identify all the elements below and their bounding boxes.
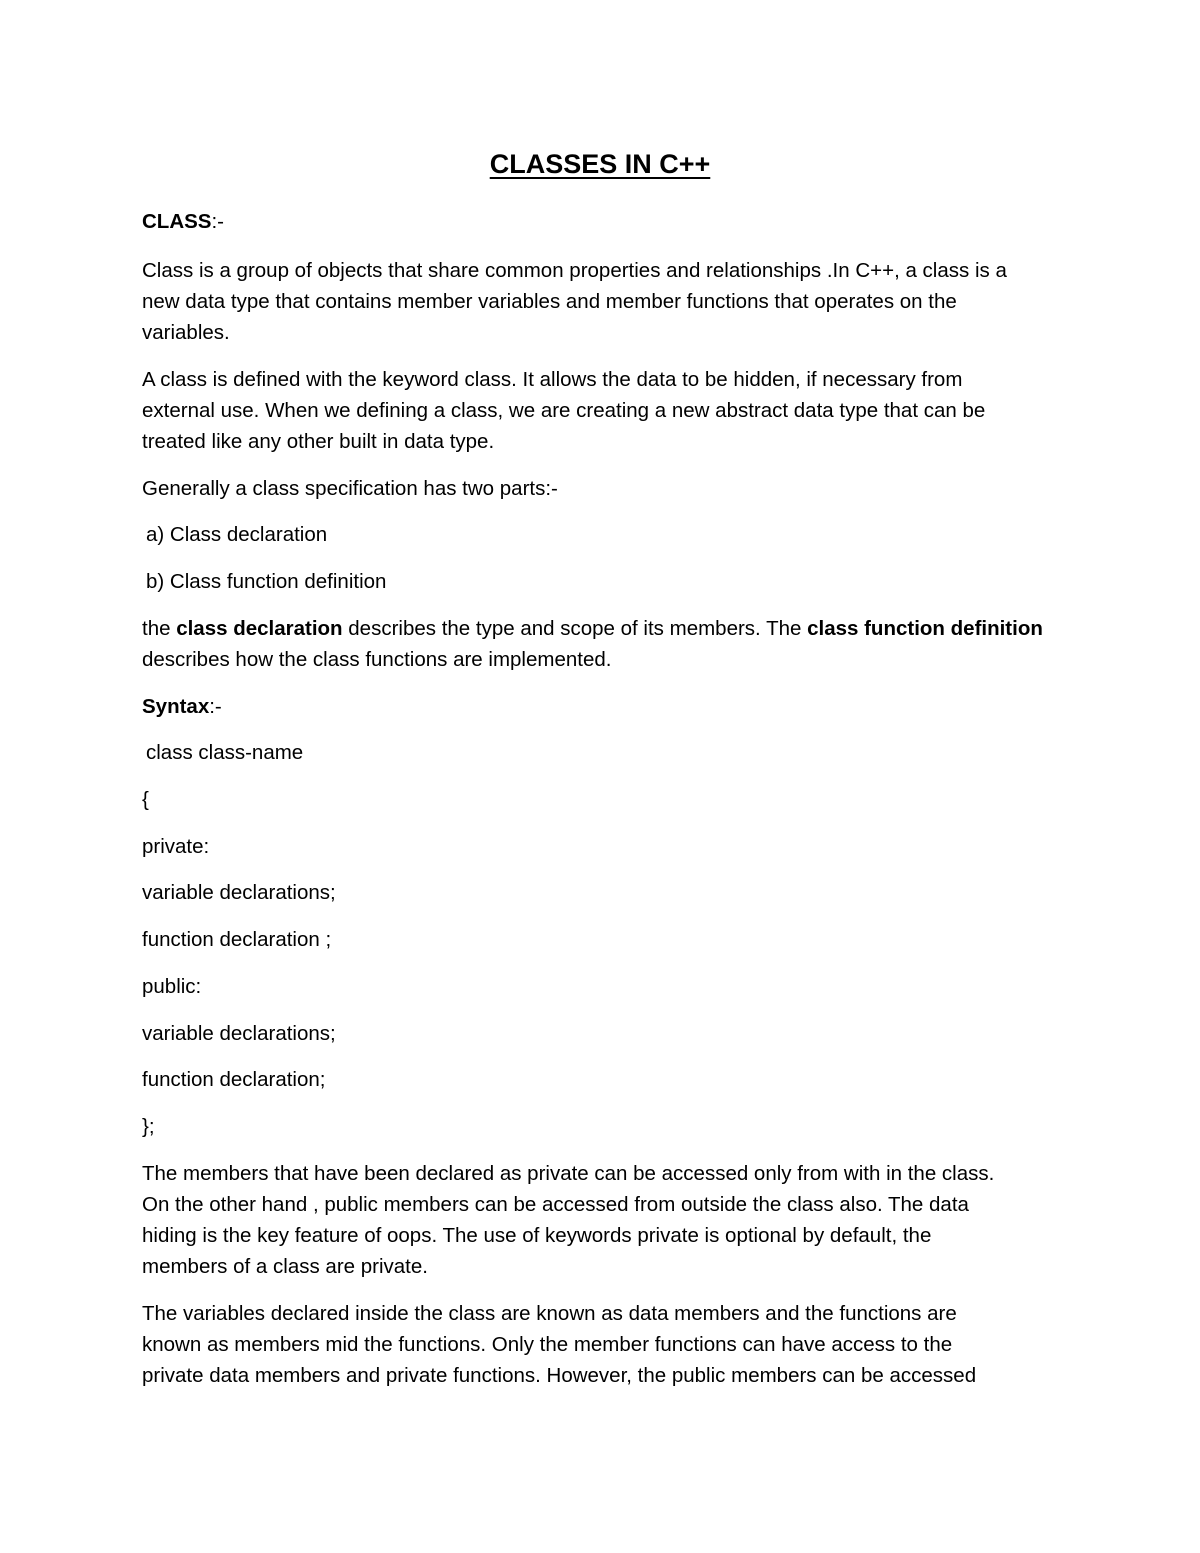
para3-bold2: class function definition — [807, 617, 1043, 640]
class-heading-label: CLASS — [142, 210, 212, 233]
syntax-heading-suffix: :- — [209, 695, 222, 718]
page-title — [0, 146, 1200, 182]
syntax-line-3: private: — [142, 835, 210, 858]
syntax-line-7: variable declarations; — [142, 1022, 336, 1045]
syntax-line-8: function declaration; — [142, 1068, 326, 1091]
syntax-heading-label: Syntax — [142, 695, 210, 718]
para4-line1: The members that have been declared as private can be accessed only from with in the class. — [142, 1162, 995, 1185]
syntax-heading — [142, 691, 222, 722]
para5-line2: known as members mid the functions. Only the member functions can have access to the — [142, 1333, 953, 1356]
syntax-line-5: function declaration ; — [142, 928, 332, 951]
para1-line2: new data type that contains member variables and member functions that operates on the — [142, 290, 957, 313]
para5-line3: private data members and private functions. However, the public members can be accessed — [142, 1364, 977, 1387]
syntax-line-9: }; — [142, 1115, 155, 1138]
para3-bold1: class declaration — [176, 617, 343, 640]
class-heading-suffix: :- — [211, 210, 225, 233]
syntax-line-6: public: — [142, 975, 202, 998]
parts-intro: Generally a class specification has two parts:- — [142, 477, 558, 500]
syntax-line-4: variable declarations; — [142, 881, 336, 904]
para4-line2: On the other hand , public members can be accessed from outside the class also. The data — [142, 1193, 969, 1216]
syntax-line-1: class class-name — [146, 741, 304, 764]
para3-line2: describes how the class functions are implemented. — [142, 648, 612, 671]
part-b: b) Class function definition — [146, 570, 387, 593]
syntax-line-2: { — [142, 788, 149, 811]
para1-line3: variables. — [142, 321, 230, 344]
para5-line1: The variables declared inside the class are known as data members and the functions are — [142, 1302, 957, 1325]
title-text: CLASSES IN C++ — [489, 149, 711, 179]
para3-line1 — [142, 613, 1043, 644]
para2-line2: external use. When we defining a class, we are creating a new abstract data type that can be — [142, 399, 986, 422]
para2-line1: A class is defined with the keyword class. It allows the data to be hidden, if necessary from — [142, 368, 963, 391]
para4-line4: members of a class are private. — [142, 1255, 428, 1278]
part-a: a) Class declaration — [146, 523, 328, 546]
para3-text1: the — [142, 617, 177, 640]
class-heading — [142, 206, 224, 237]
para3-text2: describes the type and scope of its members. The — [342, 617, 808, 640]
para1-line1: Class is a group of objects that share common properties and relationships .In C++, a class is a — [142, 259, 1007, 282]
para2-line3: treated like any other built in data type. — [142, 430, 495, 453]
para4-line3: hiding is the key feature of oops. The use of keywords private is optional by default, the — [142, 1224, 932, 1247]
